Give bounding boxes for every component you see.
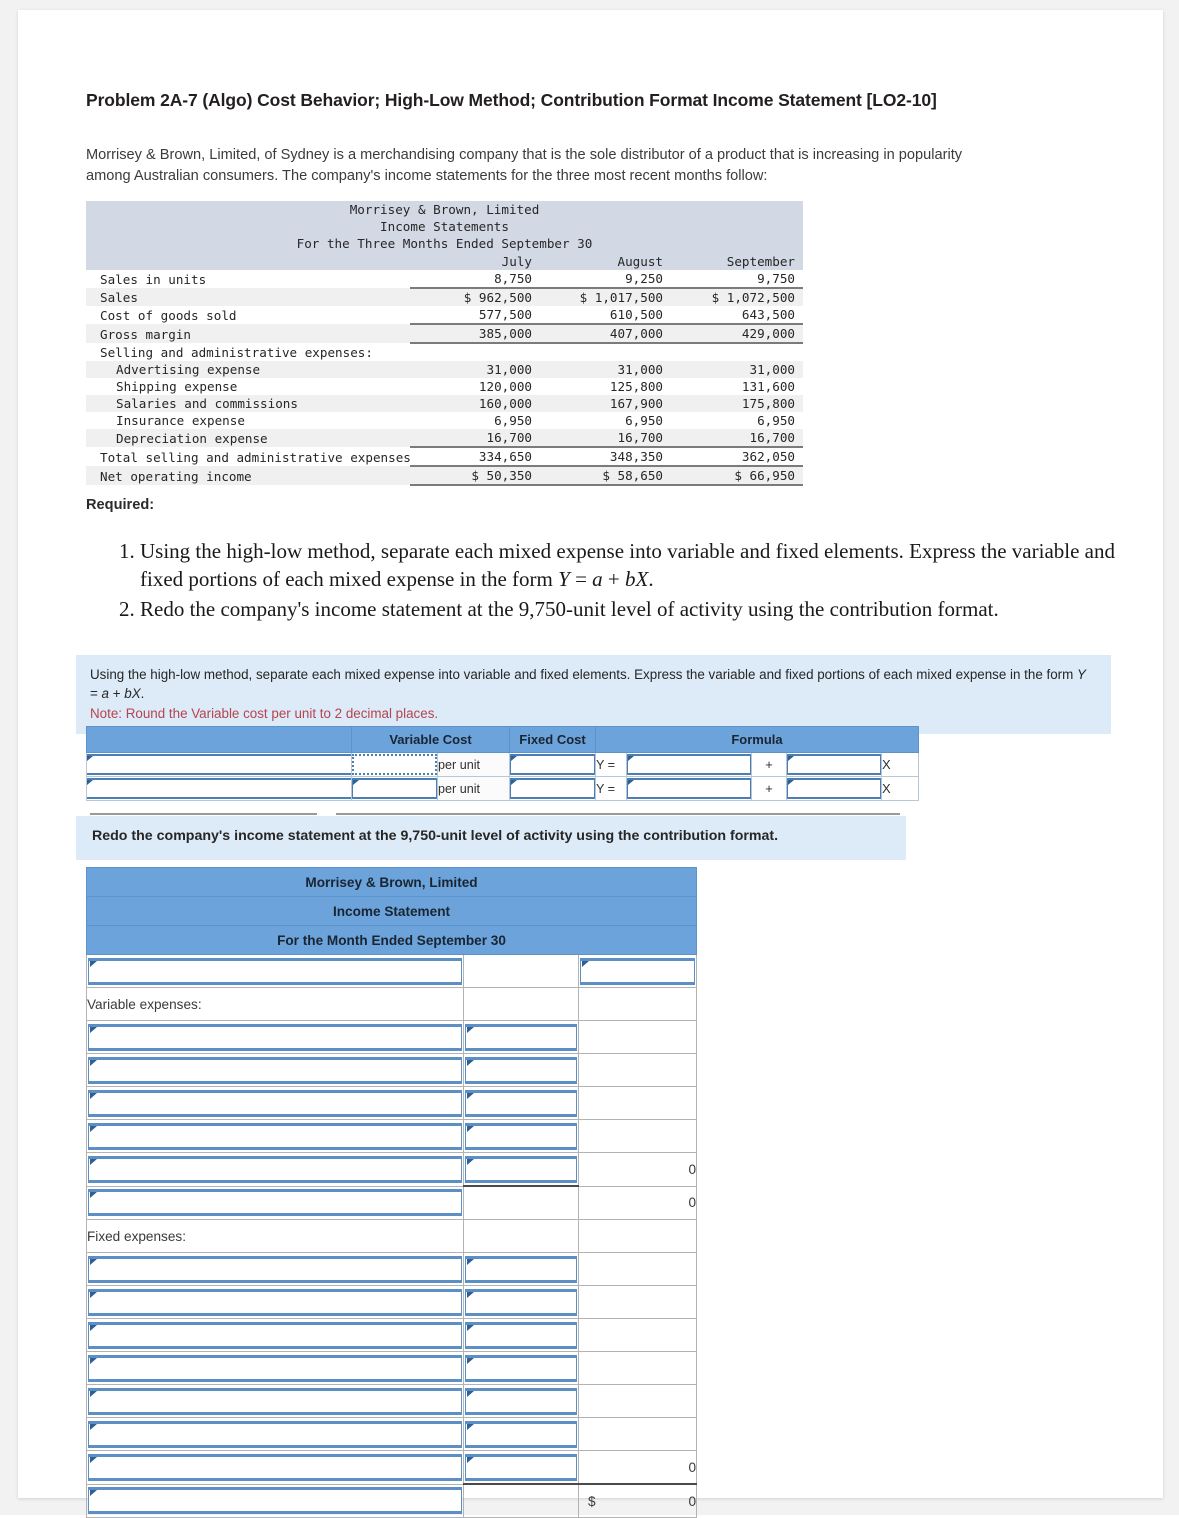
table-row <box>86 270 803 288</box>
variable-cost-cell-2[interactable] <box>352 777 438 801</box>
table-row <box>87 1451 697 1485</box>
column-header-august: August <box>540 252 671 270</box>
table-row <box>87 1385 697 1418</box>
statement-header-title-row <box>86 218 803 235</box>
answer-label-cell-9[interactable] <box>87 1253 464 1286</box>
answer-label-cell-11[interactable] <box>87 1319 464 1352</box>
answer-col3-cell-16 <box>579 1484 697 1518</box>
table-row <box>86 288 803 306</box>
formula-period: . <box>140 686 145 702</box>
answer-col2-cell-4[interactable] <box>464 1087 579 1120</box>
plus-label-2: + <box>752 777 787 801</box>
answer-label-input-13[interactable] <box>88 1388 462 1415</box>
fixed-cost-input-1[interactable] <box>510 754 595 775</box>
table-row <box>87 1054 697 1087</box>
answer-label-input-14[interactable] <box>88 1421 462 1448</box>
b-value-cell-1[interactable] <box>787 753 882 777</box>
table-row <box>87 1120 697 1153</box>
answer-col3-value-15: 0 <box>579 1451 697 1485</box>
answer-col2-input-15[interactable] <box>465 1454 577 1481</box>
table-row <box>86 378 803 395</box>
separator-line-right <box>336 813 900 815</box>
row-value-july: 334,650 <box>410 447 540 466</box>
answer-label-input-6[interactable] <box>88 1156 462 1183</box>
row-value-july: 120,000 <box>478 379 532 394</box>
a-value-cell-2[interactable] <box>627 777 752 801</box>
answer-col3-cell-1 <box>579 988 697 1021</box>
statement-company: Morrisey & Brown, Limited <box>86 201 803 218</box>
answer-col2-cell-11[interactable] <box>464 1319 579 1352</box>
row-value-august: 6,950 <box>625 413 663 428</box>
answer-col3-input-0[interactable] <box>580 958 695 985</box>
row-value-august: 348,350 <box>540 447 671 466</box>
table-row <box>87 1253 697 1286</box>
column-header-july: July <box>410 252 540 270</box>
contribution-format-answer-table <box>86 867 697 1518</box>
b-value-input-2[interactable] <box>787 778 881 799</box>
answer-col3-cell-5 <box>579 1120 697 1153</box>
formula-table-header-row <box>87 727 919 753</box>
formula-eq: = <box>90 686 102 702</box>
formula-y: Y <box>1077 667 1086 682</box>
formula-plus: + <box>109 686 125 702</box>
answer-label-cell-13[interactable] <box>87 1385 464 1418</box>
answer-col2-input-2[interactable] <box>465 1024 577 1051</box>
formula-y: Y <box>558 566 570 591</box>
answer-label-input-11[interactable] <box>88 1322 462 1349</box>
header-variable-cost: Variable Cost <box>352 727 510 753</box>
variable-expenses-label: Variable expenses: <box>87 988 464 1021</box>
row-value-september: 9,750 <box>757 271 795 286</box>
answer-col3-cell-10 <box>579 1286 697 1319</box>
statement-period: For the Three Months Ended September 30 <box>86 235 803 252</box>
answer-label-cell-16[interactable] <box>87 1484 464 1518</box>
table-row <box>86 447 803 466</box>
row-value-july: 160,000 <box>478 396 532 411</box>
required-label: Required: <box>86 497 155 513</box>
fixed-cost-cell-2[interactable] <box>510 777 596 801</box>
answer-col3-cell-11 <box>579 1319 697 1352</box>
row-value-august: 16,700 <box>617 430 663 445</box>
answer-label-cell-15[interactable] <box>87 1451 464 1485</box>
row-label: Depreciation expense <box>116 431 268 446</box>
row-value-september <box>671 343 803 361</box>
row-value-august: $ 58,650 <box>540 466 671 485</box>
table-row <box>87 1021 697 1054</box>
instruction-text-1 <box>90 665 1097 704</box>
row-value-july <box>410 343 540 361</box>
answer-statement-title: Income Statement <box>87 897 697 926</box>
list-item: 2. Redo the company's income statement at the 9,750-unit level of activity using the contribution format. <box>140 596 1140 624</box>
answer-col2-input-6[interactable] <box>465 1156 577 1183</box>
answer-label-input-7[interactable] <box>88 1189 462 1216</box>
table-row <box>86 343 803 361</box>
answer-col3-value-16: 0 <box>688 1493 697 1509</box>
row-value-july: 6,950 <box>494 413 532 428</box>
answer-label-input-2[interactable] <box>88 1024 462 1051</box>
row-value-august: 31,000 <box>617 362 663 377</box>
answer-header-period-row <box>87 926 697 955</box>
income-statements-table <box>86 201 803 486</box>
row-value-september: 6,950 <box>757 413 795 428</box>
y-equals-label-2: Y = <box>596 777 627 801</box>
table-row <box>87 988 697 1021</box>
answer-col2-cell-0 <box>464 955 579 988</box>
table-row <box>87 753 919 777</box>
column-header-september: September <box>671 252 803 270</box>
answer-col2-cell-16 <box>464 1484 579 1518</box>
answer-col3-value-6: 0 <box>579 1153 697 1187</box>
table-row <box>87 1319 697 1352</box>
table-row <box>87 1186 697 1220</box>
answer-col2-input-13[interactable] <box>465 1388 577 1415</box>
header-blank <box>87 727 352 753</box>
expense-name-cell-2[interactable] <box>87 777 352 801</box>
header-formula: Formula <box>596 727 919 753</box>
row-value-september: 131,600 <box>741 379 795 394</box>
row-label: Sales in units <box>100 272 207 287</box>
row-label: Net operating income <box>100 469 252 484</box>
answer-col2-input-3[interactable] <box>465 1057 577 1084</box>
answer-col3-cell-2 <box>579 1021 697 1054</box>
table-row <box>86 395 803 412</box>
answer-col3-cell-9 <box>579 1253 697 1286</box>
variable-cost-cell-1[interactable] <box>352 753 438 777</box>
x-label-2: X <box>882 777 919 801</box>
dollar-sign: $ <box>588 1493 596 1509</box>
high-low-answer-table <box>86 726 919 801</box>
answer-col3-cell-4 <box>579 1087 697 1120</box>
answer-label-input-4[interactable] <box>88 1090 462 1117</box>
answer-label-cell-3[interactable] <box>87 1054 464 1087</box>
answer-col2-cell-3[interactable] <box>464 1054 579 1087</box>
statement-title: Income Statements <box>86 218 803 235</box>
row-value-september: $ 66,950 <box>671 466 803 485</box>
table-row <box>87 1352 697 1385</box>
table-row <box>86 466 803 485</box>
answer-col3-cell-0[interactable] <box>579 955 697 988</box>
formula-a: a <box>101 686 109 702</box>
row-label: Gross margin <box>100 327 191 342</box>
table-row <box>87 1087 697 1120</box>
row-label: Cost of goods sold <box>100 308 237 323</box>
answer-col2-input-11[interactable] <box>465 1322 577 1349</box>
answer-label-input-12[interactable] <box>88 1355 462 1382</box>
answer-col2-cell-6[interactable] <box>464 1153 579 1187</box>
answer-label-cell-2[interactable] <box>87 1021 464 1054</box>
formula-bx: bX <box>625 566 649 591</box>
answer-col2-input-5[interactable] <box>465 1123 577 1150</box>
table-row <box>87 1220 697 1253</box>
row-value-september: $ 1,072,500 <box>671 288 803 306</box>
per-unit-label-1: per unit <box>438 753 510 777</box>
table-row <box>87 955 697 988</box>
table-row <box>87 1286 697 1319</box>
rounding-note: Note: Round the Variable cost per unit to 2 decimal places. <box>90 705 439 721</box>
answer-col2-cell-9[interactable] <box>464 1253 579 1286</box>
answer-label-cell-10[interactable] <box>87 1286 464 1319</box>
row-value-july: 577,500 <box>478 307 532 322</box>
expense-name-cell-1[interactable] <box>87 753 352 777</box>
formula-period: . <box>648 566 654 591</box>
row-value-september: 16,700 <box>749 430 795 445</box>
table-row <box>87 1153 697 1187</box>
column-header-blank <box>86 252 410 270</box>
row-value-july: $ 50,350 <box>410 466 540 485</box>
row-value-july: 31,000 <box>486 362 532 377</box>
x-label-1: X <box>882 753 919 777</box>
row-label: Shipping expense <box>116 379 238 394</box>
formula-a: a <box>592 566 603 591</box>
row-value-august: 610,500 <box>609 307 663 322</box>
answer-col2-input-12[interactable] <box>465 1355 577 1382</box>
answer-col2-cell-12[interactable] <box>464 1352 579 1385</box>
expense-name-input-2[interactable] <box>87 778 351 799</box>
row-label: Salaries and commissions <box>116 396 298 411</box>
answer-label-input-0[interactable] <box>88 958 462 985</box>
formula-eq: = <box>569 566 593 591</box>
required-item-1-text: Using the high-low method, separate each mixed expense into variable and fixed elements. Express the variable and fixed portions of each mixed expense in the form <box>140 539 1116 591</box>
table-row <box>86 306 803 324</box>
table-row <box>86 412 803 429</box>
answer-col2-cell-7 <box>464 1186 579 1220</box>
answer-col3-cell-13 <box>579 1385 697 1418</box>
b-value-cell-2[interactable] <box>787 777 882 801</box>
table-row <box>87 1418 697 1451</box>
problem-intro-text: Morrisey & Brown, Limited, of Sydney is a merchandising company that is the sole distributor of a product that is increasing in popularity among Australian consumers. The company's income statements for the three most recent months follow: <box>86 147 963 185</box>
instruction-prefix: Using the high-low method, separate each mixed expense into variable and fixed elements. Express the variable and fixed portions of each mixed expense in the form <box>90 667 1078 682</box>
answer-col2-input-10[interactable] <box>465 1289 577 1316</box>
a-value-input-1[interactable] <box>627 754 751 775</box>
answer-label-cell-12[interactable] <box>87 1352 464 1385</box>
page-title: Problem 2A-7 (Algo) Cost Behavior; High-Low Method; Contribution Format Income Statement [LO2-10] <box>86 90 937 110</box>
table-row <box>86 361 803 378</box>
row-label: Selling and administrative expenses: <box>100 345 373 360</box>
answer-col3-value-7: 0 <box>579 1186 697 1220</box>
table-row <box>87 777 919 801</box>
instruction-panel-part1 <box>76 655 1111 734</box>
row-value-september: 643,500 <box>741 307 795 322</box>
list-item <box>140 538 1140 594</box>
answer-col3-cell-3 <box>579 1054 697 1087</box>
table-row <box>86 324 803 343</box>
answer-col2-input-9[interactable] <box>465 1256 577 1283</box>
row-value-july: $ 962,500 <box>410 288 540 306</box>
row-value-august: 167,900 <box>609 396 663 411</box>
row-value-august: 125,800 <box>609 379 663 394</box>
table-row <box>87 1484 697 1518</box>
answer-label-input-9[interactable] <box>88 1256 462 1283</box>
instruction-panel-part2: Redo the company's income statement at the 9,750-unit level of activity using the contribution format. <box>76 816 906 860</box>
fixed-cost-input-2[interactable] <box>510 778 595 799</box>
b-value-input-1[interactable] <box>787 754 881 775</box>
answer-col3-cell-8 <box>579 1220 697 1253</box>
answer-col2-cell-8 <box>464 1220 579 1253</box>
a-value-cell-1[interactable] <box>627 753 752 777</box>
row-value-september: 175,800 <box>741 396 795 411</box>
answer-label-cell-0[interactable] <box>87 955 464 988</box>
row-label: Sales <box>100 290 138 305</box>
answer-header-company-row <box>87 868 697 897</box>
row-value-august <box>540 343 671 361</box>
answer-label-input-16[interactable] <box>88 1487 462 1514</box>
answer-label-input-5[interactable] <box>88 1123 462 1150</box>
answer-label-cell-14[interactable] <box>87 1418 464 1451</box>
answer-label-cell-4[interactable] <box>87 1087 464 1120</box>
answer-col2-cell-5[interactable] <box>464 1120 579 1153</box>
y-equals-label-1: Y = <box>596 753 627 777</box>
row-value-august: 9,250 <box>625 271 663 286</box>
given-income-statements <box>86 201 803 486</box>
row-value-september: 362,050 <box>671 447 803 466</box>
answer-col2-cell-14[interactable] <box>464 1418 579 1451</box>
answer-col2-cell-1 <box>464 988 579 1021</box>
formula-plus: + <box>602 566 625 591</box>
formula-bx: bX <box>124 686 141 702</box>
row-value-august: 407,000 <box>540 324 671 343</box>
document-page <box>18 10 1163 1509</box>
answer-col2-cell-2[interactable] <box>464 1021 579 1054</box>
row-label: Insurance expense <box>116 413 245 428</box>
row-value-september: 429,000 <box>671 324 803 343</box>
row-value-july: 8,750 <box>494 271 532 286</box>
statement-header-company-row <box>86 201 803 218</box>
answer-col2-cell-15[interactable] <box>464 1451 579 1485</box>
separator-line-left <box>90 813 317 815</box>
plus-label-1: + <box>752 753 787 777</box>
row-value-july: 16,700 <box>486 430 532 445</box>
required-list <box>98 538 1140 626</box>
answer-label-cell-6[interactable] <box>87 1153 464 1187</box>
answer-header-title-row <box>87 897 697 926</box>
row-value-august: $ 1,017,500 <box>540 288 671 306</box>
a-value-input-2[interactable] <box>627 778 751 799</box>
answer-col2-cell-13[interactable] <box>464 1385 579 1418</box>
fixed-cost-cell-1[interactable] <box>510 753 596 777</box>
variable-cost-input-1[interactable] <box>352 754 437 775</box>
answer-label-input-10[interactable] <box>88 1289 462 1316</box>
answer-label-cell-7[interactable] <box>87 1186 464 1220</box>
answer-col3-cell-14 <box>579 1418 697 1451</box>
fixed-expenses-label: Fixed expenses: <box>87 1220 464 1253</box>
answer-label-input-15[interactable] <box>88 1454 462 1481</box>
answer-col2-input-14[interactable] <box>465 1421 577 1448</box>
row-label: Total selling and administrative expenses <box>100 450 411 465</box>
answer-label-cell-5[interactable] <box>87 1120 464 1153</box>
row-label: Advertising expense <box>116 362 261 377</box>
header-fixed-cost: Fixed Cost <box>510 727 596 753</box>
answer-statement-period: For the Month Ended September 30 <box>87 926 697 955</box>
table-row <box>86 429 803 447</box>
statement-column-headers <box>86 252 803 270</box>
answer-col2-input-4[interactable] <box>465 1090 577 1117</box>
expense-name-input-1[interactable] <box>87 754 351 775</box>
row-value-july: 385,000 <box>410 324 540 343</box>
answer-company-name: Morrisey & Brown, Limited <box>87 868 697 897</box>
per-unit-label-2: per unit <box>438 777 510 801</box>
answer-col2-cell-10[interactable] <box>464 1286 579 1319</box>
answer-label-input-3[interactable] <box>88 1057 462 1084</box>
row-value-september: 31,000 <box>749 362 795 377</box>
answer-col3-cell-12 <box>579 1352 697 1385</box>
variable-cost-input-2[interactable] <box>352 778 437 799</box>
statement-header-period-row <box>86 235 803 252</box>
